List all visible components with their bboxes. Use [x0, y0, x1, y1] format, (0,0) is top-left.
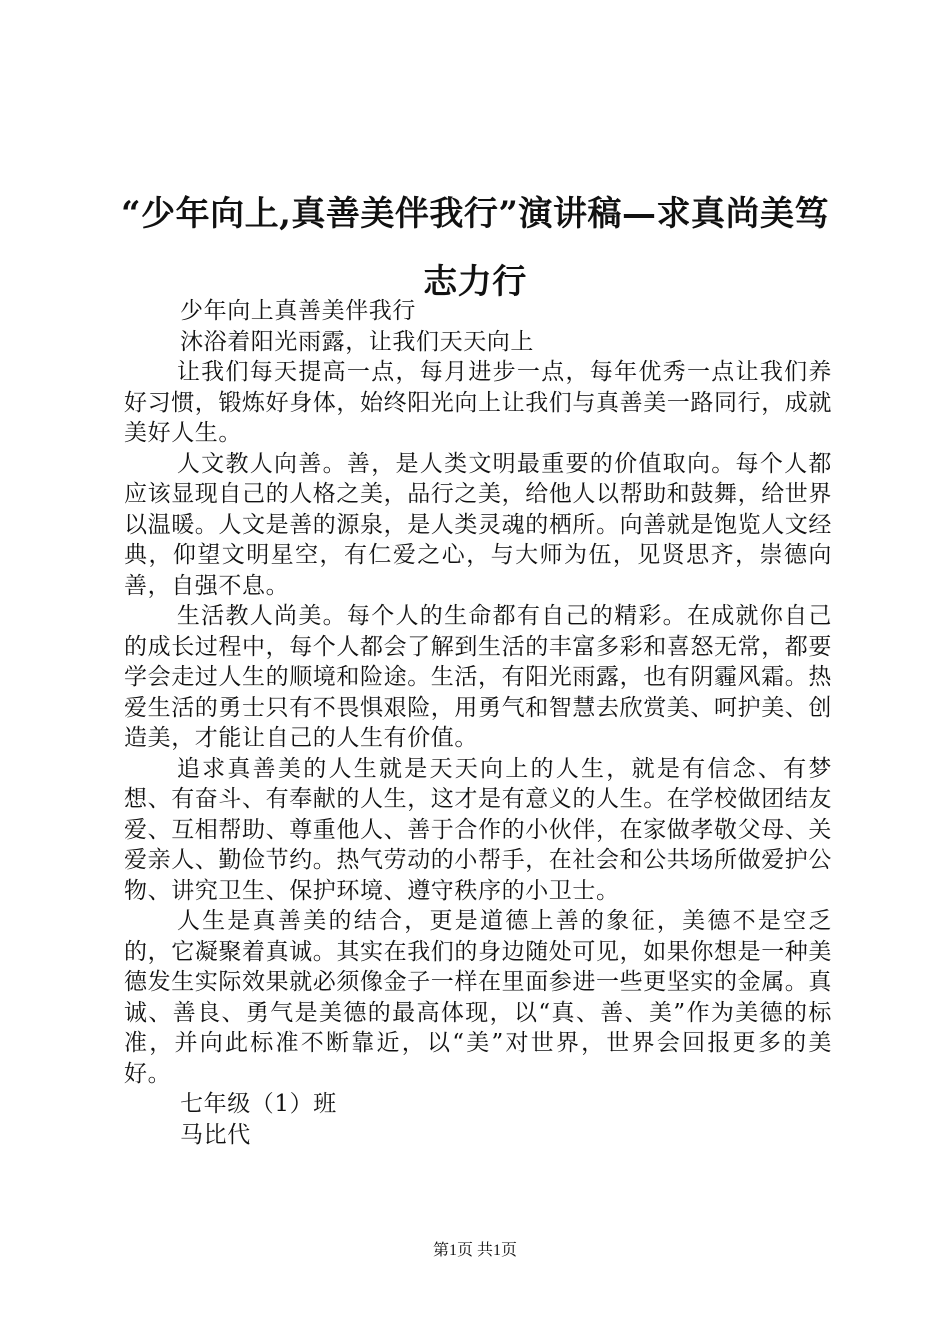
- document-body: [124, 296, 832, 1150]
- slogan-line: 沐浴着阳光雨露，让我们天天向上: [180, 328, 534, 355]
- page-footer: 第1页 共1页: [432, 1242, 517, 1259]
- paragraph: 人文教人向善。善，是人类文明最重要的价值取向。每个人都应该显现自己的人格之美，品行之美，给他人以帮助和鼓舞，给世界以温暖。人文是善的源泉，是人类灵魂的栖所。向善就是饱览人文经典，仰望文明星空，有仁爱之心，与大师为伍，见贤思齐，崇德向善，自强不息。: [124, 450, 832, 599]
- paragraph: 让我们每天提高一点，每月进步一点，每年优秀一点让我们养好习惯，锻炼好身体，始终阳光向上让我们与真善美一路同行，成就美好人生。: [124, 359, 832, 446]
- document-title: “少年向上,真善美伴我行”演讲稿—求真尚美笃志力行: [121, 194, 829, 302]
- subtitle-line: 少年向上真善美伴我行: [180, 298, 416, 324]
- author-name: 马比代: [180, 1121, 251, 1148]
- paragraph: 人生是真善美的结合，更是道德上善的象征，美德不是空乏的，它凝聚着真诚。其实在我们的身边随处可见，如果你想是一种美德发生实际效果就必须像金子一样在里面参进一些更坚实的金属。真诚、善良、勇气是美德的最高体现，以“真、善、美”作为美德的标准，并向此标准不断靠近，以“美”对世界，世界会回报更多的美好。: [124, 908, 832, 1087]
- class-name: 七年级（1）班: [180, 1091, 337, 1117]
- paragraph: 追求真善美的人生就是天天向上的人生，就是有信念、有梦想、有奋斗、有奉献的人生，这才是有意义的人生。在学校做团结友爱、互相帮助、尊重他人、善于合作的小伙伴，在家做孝敬父母、关爱亲人、勤俭节约。热气劳动的小帮手，在社会和公共场所做爱护公物、讲究卫生、保护环境、遵守秩序的小卫士。: [124, 755, 832, 904]
- paragraph: 生活教人尚美。每个人的生命都有自己的精彩。在成就你自己的成长过程中，每个人都会了解到生活的丰富多彩和喜怒无常，都要学会走过人生的顺境和险途。生活，有阳光雨露，也有阴霾风霜。热爱生活的勇士只有不畏惧艰险，用勇气和智慧去欣赏美、呵护美、创造美，才能让自己的人生有价值。: [124, 603, 832, 751]
